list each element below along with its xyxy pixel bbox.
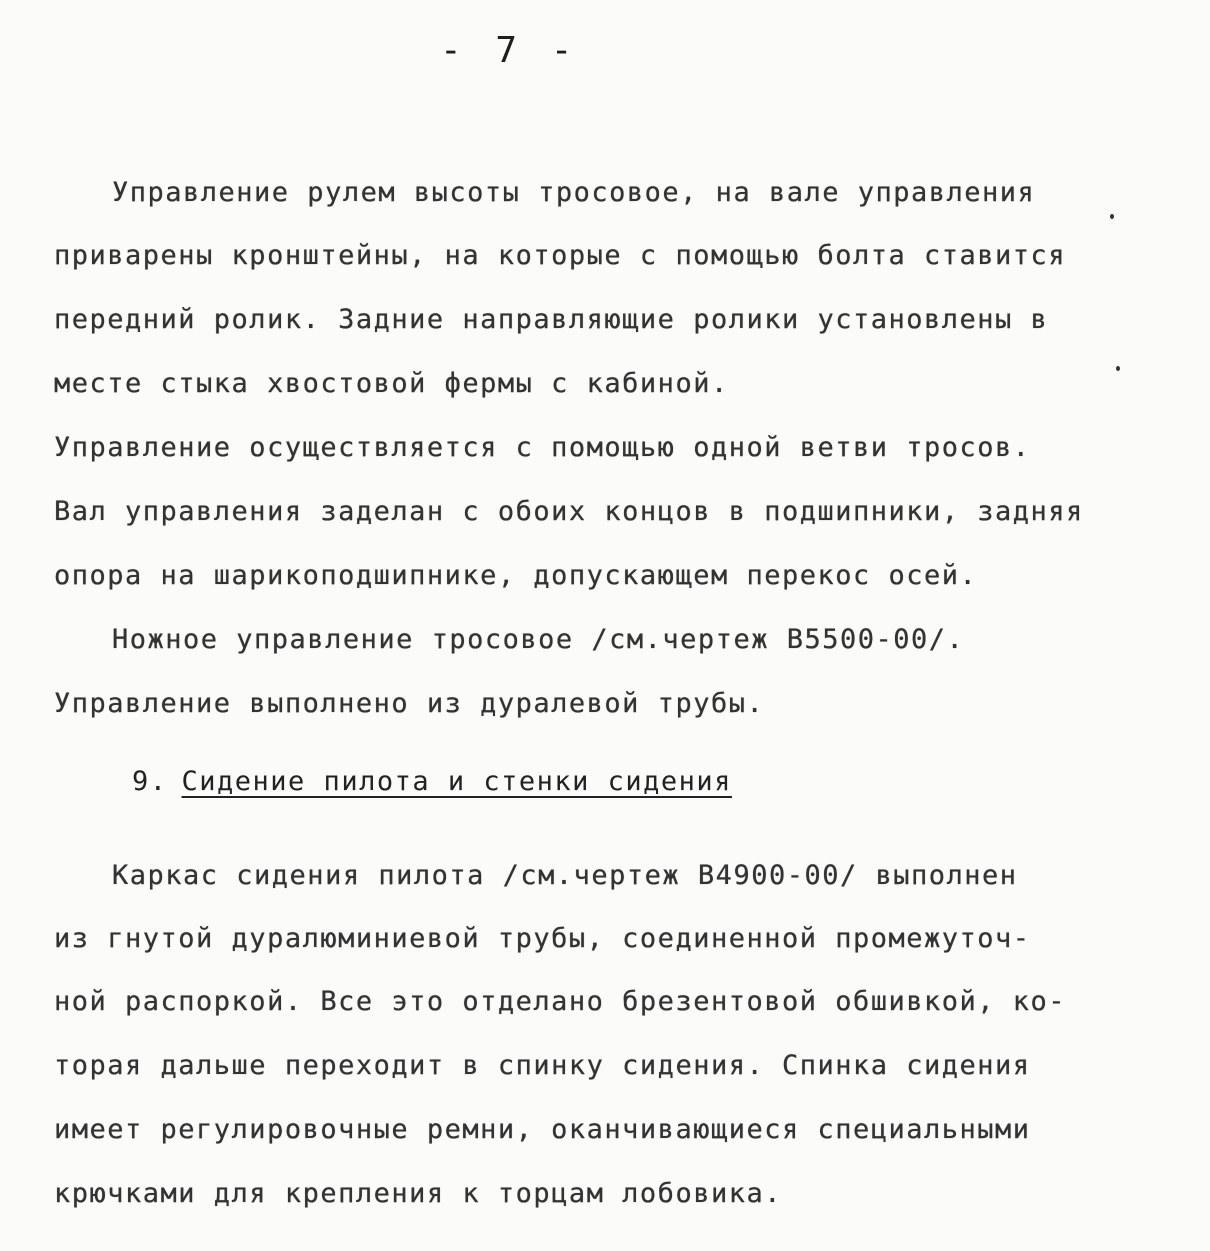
- paragraph-line: приварены кронштейны, на которые с помощью болта ставится: [54, 240, 1067, 271]
- paragraph-line: Каркас сидения пилота /см.чертеж В4900-00/ выполнен: [112, 860, 1018, 891]
- paragraph-line: имеет регулировочные ремни, оканчивающиеся специальными: [54, 1114, 1031, 1145]
- section-title: Сидение пилота и стенки сидения: [181, 766, 732, 797]
- section-number: 9.: [132, 766, 168, 797]
- paragraph-line: торая дальше переходит в спинку сидения. Спинка сидения: [54, 1050, 1031, 1081]
- paragraph-line: из гнутой дуралюминиевой трубы, соединенной промежуточ-: [54, 923, 1031, 954]
- paragraph-line: Управление рулем высоты тросовое, на вале управления: [112, 177, 1036, 208]
- ink-speck: [1110, 214, 1114, 219]
- paragraph-line: Вал управления заделан с обоих концов в подшипники, задняя: [54, 496, 1084, 527]
- section-heading: [132, 766, 732, 797]
- paragraph-line: месте стыка хвостовой фермы с кабиной.: [54, 368, 729, 399]
- paragraph-line: крючками для крепления к торцам лобовика.: [54, 1178, 782, 1209]
- paragraph-line: Управление выполнено из дуралевой трубы.: [54, 688, 765, 719]
- paragraph-line: Управление осуществляется с помощью одной ветви тросов.: [54, 432, 1031, 463]
- paragraph-line: ной распоркой. Все это отделано брезентовой обшивкой, ко-: [54, 986, 1067, 1017]
- paragraph-line: передний ролик. Задние направляющие ролики установлены в: [54, 304, 1049, 335]
- paragraph-line: Ножное управление тросовое /см.чертеж В5500-00/.: [112, 624, 965, 655]
- ink-speck: [1116, 366, 1120, 371]
- paragraph-line: опора на шарикоподшипнике, допускающем перекос осей.: [54, 560, 978, 591]
- page-number: - 7 -: [440, 30, 579, 71]
